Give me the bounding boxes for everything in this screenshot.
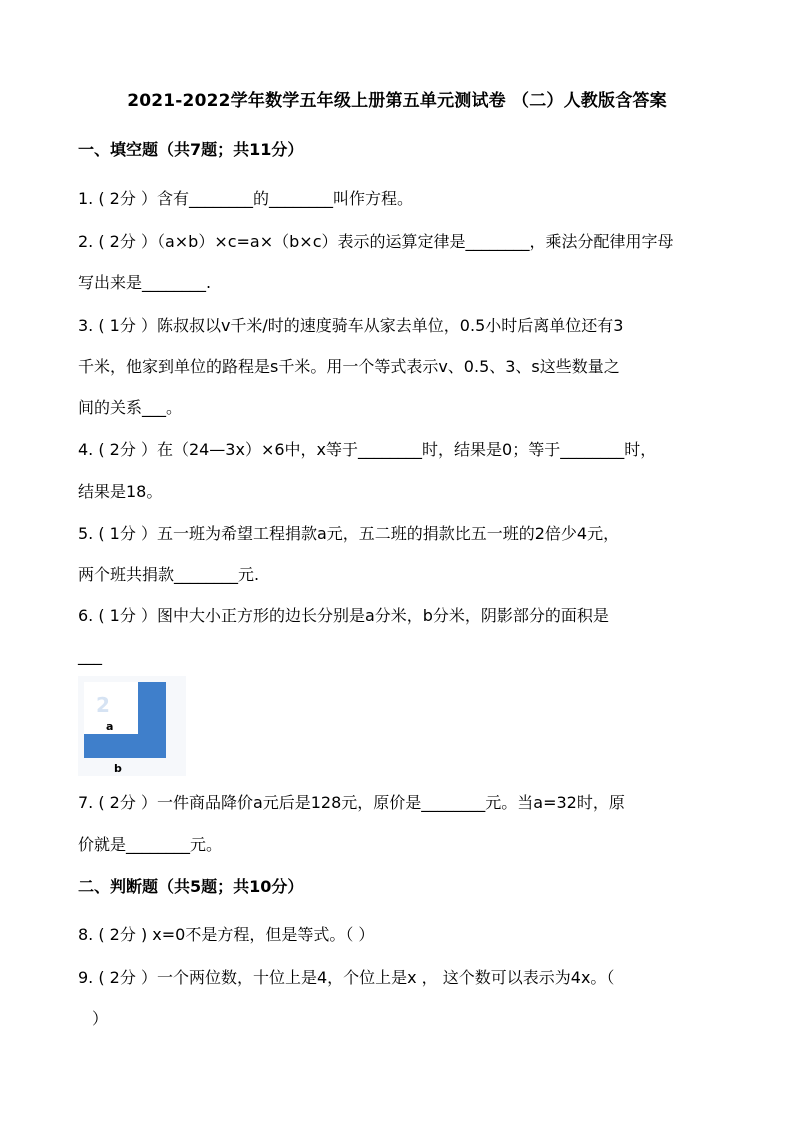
section-heading-true-false: 二、判断题（共5题；共10分） [78, 877, 304, 896]
question-6-line-2: ___ [78, 646, 102, 665]
large-square-label-b: b [114, 762, 122, 775]
question-4-line-1: 4. ( 2分 ）在（24—3x）×6中，x等于________时，结果是0；等于________时， [78, 440, 657, 459]
question-2-line-1: 2. ( 2分 ）（a×b）×c=a×（b×c）表示的运算定律是________，乘法分配律用字母 [78, 232, 674, 251]
watermark-logo: 2 [96, 693, 110, 717]
question-6-line-1: 6. ( 1分 ）图中大小正方形的边长分别是a分米，b分米，阴影部分的面积是 [78, 606, 609, 625]
question-7-line-1: 7. ( 2分 ）一件商品降价a元后是128元，原价是________元。当a=32时，原 [78, 793, 625, 812]
question-2-line-2: 写出来是________. [78, 273, 212, 292]
question-1: 1. ( 2分 ）含有________的________叫作方程。 [78, 189, 413, 208]
question-9-line-2: ） [92, 1009, 109, 1028]
question-7-line-2: 价就是________元。 [78, 835, 223, 854]
squares-figure [78, 676, 186, 776]
squares-diagram [78, 676, 186, 776]
question-9-line-1: 9. ( 2分 ）一个两位数，十位上是4，个位上是x ， 这个数可以表示为4x。（ [78, 968, 615, 987]
question-3-line-2: 千米，他家到单位的路程是s千米。用一个等式表示v、0.5、3、s这些数量之 [78, 357, 620, 376]
question-3-line-3: 间的关系___。 [78, 398, 183, 417]
question-3-line-1: 3. ( 1分 ）陈叔叔以v千米/时的速度骑车从家去单位，0.5小时后离单位还有3 [78, 316, 624, 335]
section-heading-fill-in: 一、填空题（共7题；共11分） [78, 140, 304, 159]
small-square-label-a: a [106, 720, 114, 733]
page-title: 2021-2022学年数学五年级上册第五单元测试卷 （二）人教版含答案 [127, 91, 667, 111]
question-4-line-2: 结果是18。 [78, 482, 163, 501]
question-5-line-1: 5. ( 1分 ）五一班为希望工程捐款a元，五二班的捐款比五一班的2倍少4元， [78, 524, 620, 543]
question-5-line-2: 两个班共捐款________元. [78, 565, 260, 584]
question-8: 8. ( 2分 ) x=0不是方程，但是等式。（ ） [78, 925, 375, 944]
